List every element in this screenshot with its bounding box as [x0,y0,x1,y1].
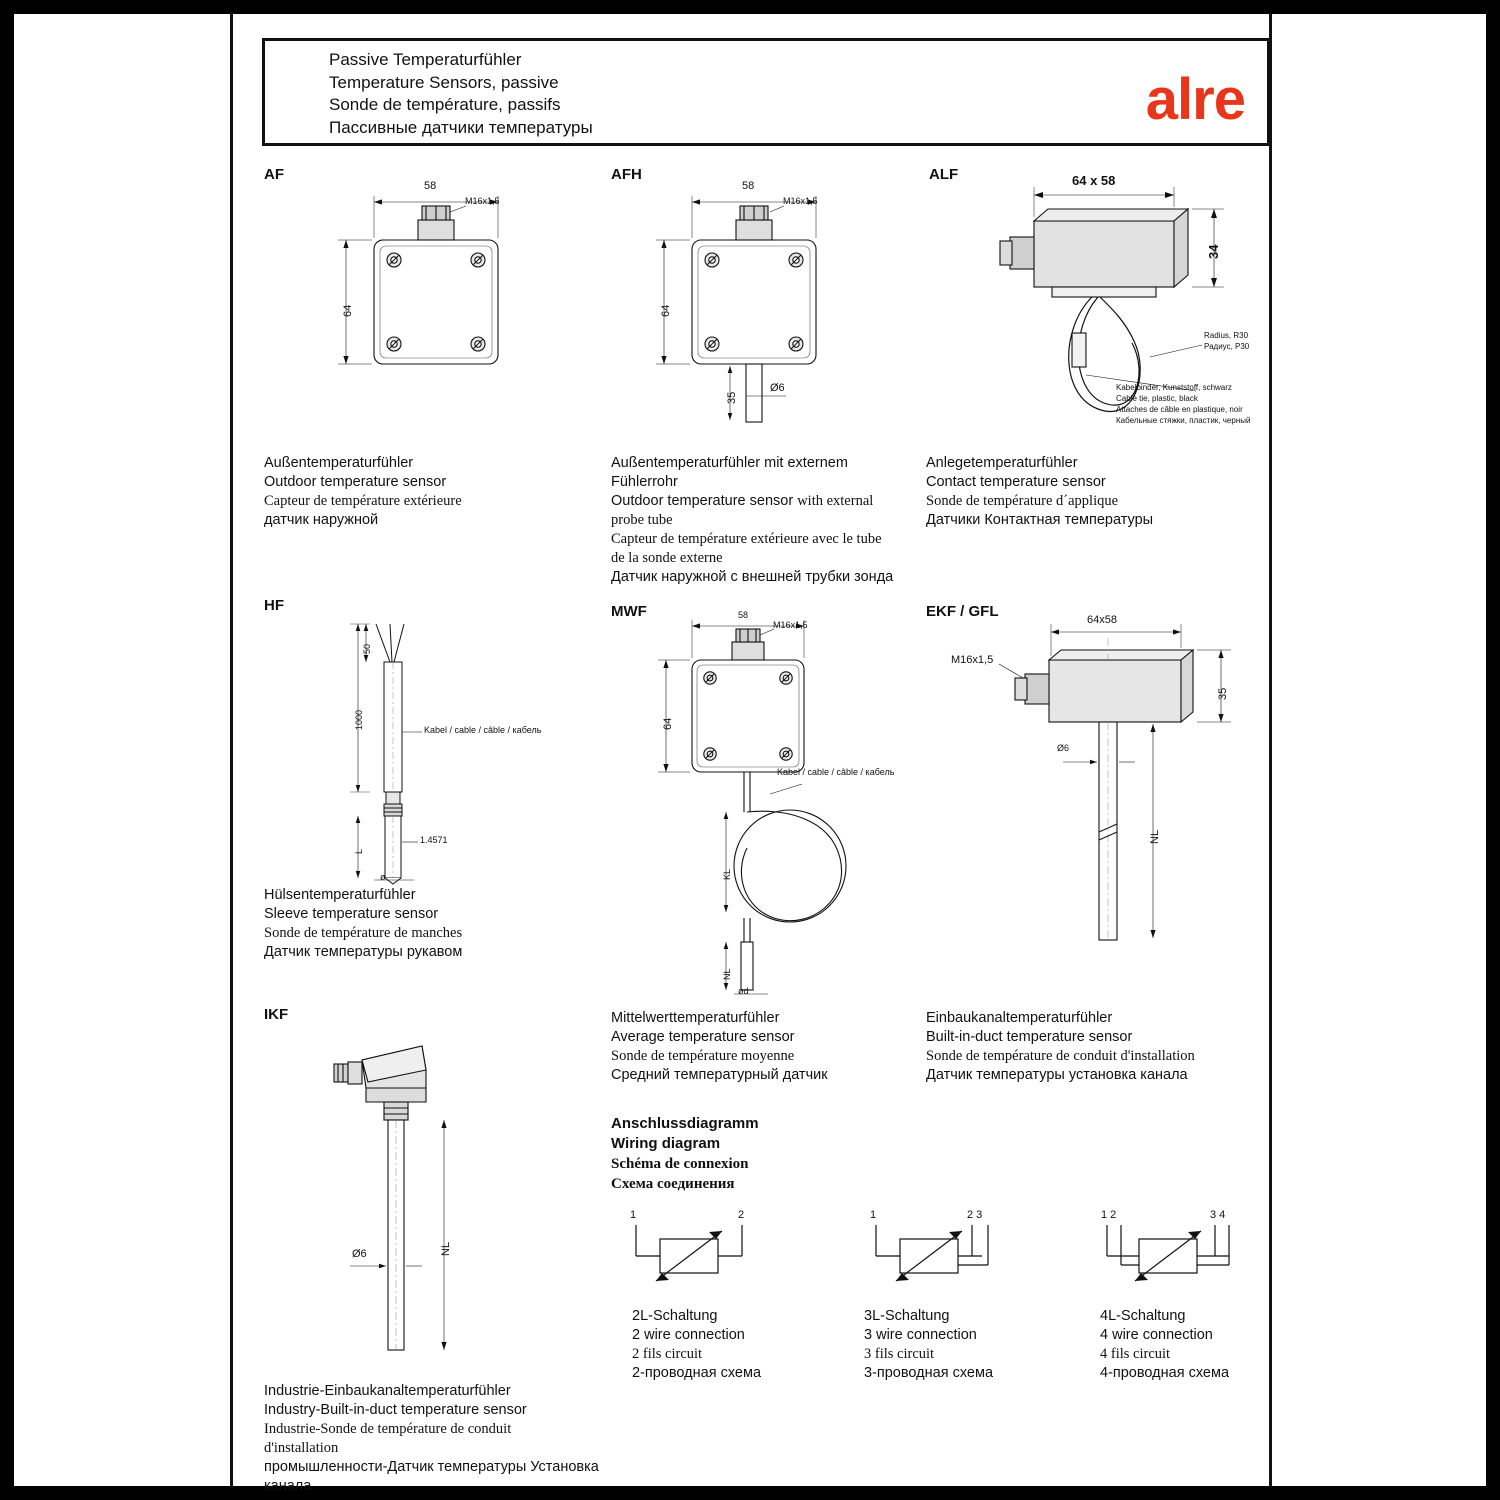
caption-alf-en: Contact temperature sensor [926,474,1106,490]
caption-ikf-fr-1: Industrie-Sonde de température de conduit [264,1421,512,1437]
caption-afh-de-1: Außentemperaturfühler mit externem [611,455,848,471]
caption-ikf-fr-2: d'installation [264,1440,339,1456]
caption-mwf-de: Mittelwerttemperaturfühler [611,1010,780,1026]
dim-hf-strip: 50 [362,643,372,654]
caption-af-ru: датчик наружной [264,512,379,528]
dim-mwf-height: 64 [662,717,674,730]
product-code-af: AF [264,166,284,183]
note-alf-tie-ru: Кабельные стяжки, пластик, черный [1116,416,1251,425]
caption-hf-de: Hülsentemperaturfühler [264,887,416,903]
caption-af-fr: Capteur de température extérieure [264,493,462,509]
label-3l-en: 3 wire connection [864,1327,977,1343]
dim-hf-len: L [354,848,364,854]
product-code-mwf: MWF [611,603,647,620]
dim-afh-tube-len: 35 [726,391,738,404]
drawing-af [314,182,574,422]
header-title-de: Passive Temperaturfühler [329,50,522,69]
label-3l-ru: 3-проводная схема [864,1365,994,1381]
caption-af [264,454,594,530]
wiring-title-en: Wiring diagram [611,1135,721,1152]
dim-mwf-kl: KL [722,868,732,880]
product-code-afh: AFH [611,166,642,183]
caption-mwf [611,1009,941,1085]
dim-mwf-thread: M16x1,5 [773,620,808,630]
dim-ekf-size: 64x58 [1087,614,1117,626]
dim-ekf-nl: NL [1149,829,1161,844]
dim-mwf-nl: NL [722,968,732,980]
caption-alf [926,454,1271,530]
dim-af-thread: M16x1,5 [465,196,500,206]
note-alf-radius-de: Radius, R30 [1204,331,1249,340]
caption-alf-ru: Датчики Контактная температуры [926,512,1154,528]
caption-hf-fr: Sonde de température de manches [264,925,463,941]
dim-afh-thread: M16x1,5 [783,196,818,206]
drawing-ekf [939,612,1269,982]
dim-ikf-dia: Ø6 [352,1248,367,1260]
header-titles [329,49,593,139]
caption-ekf-fr: Sonde de température de conduit d'installation [926,1048,1195,1064]
dim-hf-dia: ø [380,872,386,882]
label-3l-fr: 3 fils circuit [864,1346,935,1362]
caption-afh-en-2: with external [797,493,874,509]
dim-ekf-thread: M16x1,5 [951,654,994,666]
dim-af-height: 64 [342,304,354,317]
label-3l [864,1307,993,1383]
caption-alf-fr: Sonde de température d´applique [926,493,1119,509]
label-2l [632,1307,761,1383]
label-4l-fr: 4 fils circuit [1100,1346,1171,1362]
label-4l [1100,1307,1229,1383]
caption-ikf-ru-2: канала [264,1478,312,1494]
caption-afh-en-1: Outdoor temperature sensor [611,493,794,509]
diagram-2l [626,1209,766,1309]
diagram-4l [1099,1209,1249,1309]
wiring-diagram-title [611,1114,759,1194]
product-code-hf: HF [264,597,284,614]
caption-hf-ru: Датчик температуры рукавом [264,944,463,960]
note-alf-tie-de: Kabelbinder, Kunststoff, schwarz [1116,383,1232,392]
caption-hf [264,886,594,962]
note-hf-cable: Kabel / cable / câble / кабель [424,725,542,735]
header-title-en: Temperature Sensors, passive [329,72,559,92]
caption-mwf-en: Average temperature sensor [611,1029,795,1045]
product-code-alf: ALF [929,166,959,183]
caption-mwf-ru: Средний температурный датчик [611,1067,828,1083]
note-alf-tie-en: Cable tie, plastic, black [1116,394,1198,403]
caption-ekf-en: Built-in-duct temperature sensor [926,1029,1133,1045]
caption-afh-ru: Датчик наружной с внешней трубки зонда [611,569,894,585]
dim-afh-height: 64 [660,304,672,317]
caption-afh [611,454,961,587]
caption-ikf-en: Industry-Built-in-duct temperature sensor [264,1402,527,1418]
caption-afh-fr-1: Capteur de température extérieure avec le tube [611,531,882,547]
label-4l-en: 4 wire connection [1100,1327,1213,1343]
caption-afh-fr-2: de la sonde externe [611,550,723,566]
dim-ekf-height: 35 [1217,687,1229,700]
header-title-fr: Sonde de température, passifs [329,95,561,114]
header-block [262,38,1270,146]
dim-alf-size: 64 x 58 [1072,173,1116,188]
caption-ekf-ru: Датчик температуры установка канала [926,1067,1188,1083]
dim-mwf-width: 58 [738,610,749,620]
note-alf-tie-fr: Attaches de câble en plastique, noir [1116,405,1243,414]
dim-afh-tube-dia: Ø6 [770,382,785,394]
dim-ikf-nl: NL [440,1241,452,1256]
label-4l-ru: 4-проводная схема [1100,1365,1230,1381]
label-4l-de: 4L-Schaltung [1100,1308,1186,1324]
label-3l-de: 3L-Schaltung [864,1308,950,1324]
caption-ikf [264,1382,614,1496]
terminal-label-2l-left: 1 [630,1209,637,1221]
wiring-title-de: Anschlussdiagramm [611,1115,759,1132]
diagram-3l [866,1209,1006,1309]
dim-ekf-dia: Ø6 [1057,743,1070,753]
drawing-mwf [634,612,934,1002]
drawing-hf [314,614,604,884]
caption-afh-en-3: probe tube [611,512,673,528]
dim-alf-height: 34 [1206,244,1221,259]
label-2l-fr: 2 fils circuit [632,1346,703,1362]
caption-ikf-ru-1: промышленности-Датчик температуры Установка [264,1459,599,1475]
note-mwf-cable: Kabel / cable / câble / кабель [777,767,895,777]
alre-logo: alre [1145,67,1245,132]
note-alf-radius-ru: Радиус, Р30 [1204,342,1250,351]
caption-afh-de-2: Fühlerrohr [611,474,678,490]
label-2l-de: 2L-Schaltung [632,1308,718,1324]
drawing-afh [634,182,914,432]
terminal-label-3l-right: 2 3 [967,1209,983,1221]
caption-af-en: Outdoor temperature sensor [264,474,447,490]
caption-af-de: Außentemperaturfühler [264,455,414,471]
terminal-label-4l-right: 3 4 [1210,1209,1226,1221]
header-title-ru: Пассивные датчики температуры [329,117,593,137]
caption-alf-de: Anlegetemperaturfühler [926,455,1078,471]
caption-ekf [926,1009,1276,1085]
terminal-label-4l-left: 1 2 [1101,1209,1117,1221]
wiring-title-fr: Schéma de connexion [611,1156,749,1172]
label-2l-ru: 2-проводная схема [632,1365,762,1381]
caption-ekf-de: Einbaukanaltemperaturfühler [926,1010,1113,1026]
caption-ikf-de: Industrie-Einbaukanaltemperaturfühler [264,1383,511,1399]
datasheet-page [14,14,1486,1494]
drawing-alf [974,173,1284,439]
caption-mwf-fr: Sonde de température moyenne [611,1048,795,1064]
dim-afh-width: 58 [742,180,755,192]
terminal-label-2l-right: 2 [738,1209,745,1221]
label-2l-en: 2 wire connection [632,1327,745,1343]
dim-mwf-dia: ød [738,986,749,996]
wiring-title-ru: Схема соединения [611,1176,735,1192]
dim-hf-cable: 1000 [354,709,364,730]
caption-hf-en: Sleeve temperature sensor [264,906,439,922]
dim-hf-material: 1.4571 [420,835,448,845]
dim-af-width: 58 [424,180,437,192]
product-code-ikf: IKF [264,1006,289,1023]
drawing-ikf [310,1024,610,1364]
caption-afh-en [611,492,961,511]
terminal-label-3l-left: 1 [870,1209,877,1221]
product-code-ekf-gfl: EKF / GFL [926,603,999,620]
